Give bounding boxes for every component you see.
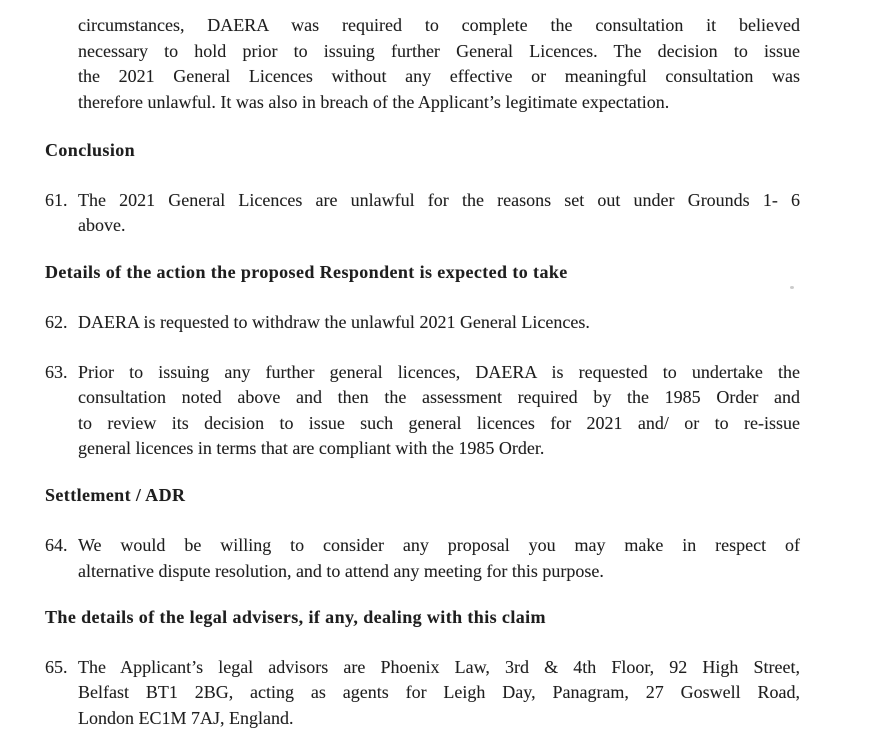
paragraph-line: consultation noted above and then the assessment required by the 1985 Order and [78,387,800,407]
numbered-paragraph-62 [45,310,800,336]
paragraph-line: alternative dispute resolution, and to attend any meeting for this purpose. [78,560,604,581]
paragraph-line: DAERA is requested to withdraw the unlawful 2021 General Licences. [78,312,590,332]
paragraph-line: The 2021 General Licences are unlawful for the reasons set out under Grounds 1- 6 [78,189,800,210]
paragraph-number: 65. [45,656,68,677]
continuation-paragraph [45,13,800,115]
paragraph-line: above. [78,215,126,235]
section-heading-conclusion: Conclusion [45,140,136,160]
numbered-paragraph-64 [45,533,800,584]
paragraph-line: We would be willing to consider any proposal you may make in respect of [78,535,800,555]
paragraph-number: 63. [45,361,68,382]
section-heading-settlement-adr: Settlement / ADR [45,484,186,505]
paragraph-line: London EC1M 7AJ, England. [78,707,294,728]
paragraph-line: the 2021 General Licences without any effective or meaningful consultation was [78,66,800,86]
scan-artifact [790,286,794,289]
numbered-paragraph-63 [45,360,800,462]
paragraph-line: general licences in terms that are compliant with the 1985 Order. [78,438,545,458]
paragraph-line: to review its decision to issue such general licences for 2021 and/ or to re-issue [78,412,800,433]
paragraph-line: therefore unlawful. It was also in breach of the Applicant’s legitimate expectation. [78,91,670,112]
section-heading-respondent-action: Details of the action the proposed Respondent is expected to take [45,261,568,282]
paragraph-line: circumstances, DAERA was required to complete the consultation it believed [78,15,800,35]
section-heading-legal-advisers: The details of the legal advisers, if any, dealing with this claim [45,607,546,627]
paragraph-line: necessary to hold prior to issuing further General Licences. The decision to issue [78,40,800,61]
numbered-paragraph-65 [45,655,800,732]
paragraph-number: 62. [45,312,68,332]
paragraph-number: 61. [45,189,68,210]
paragraph-line: The Applicant’s legal advisors are Phoenix Law, 3rd & 4th Floor, 92 High Street, [78,656,800,677]
paragraph-line: Prior to issuing any further general licences, DAERA is requested to undertake the [78,361,800,382]
numbered-paragraph-61 [45,188,800,239]
paragraph-line: Belfast BT1 2BG, acting as agents for Leigh Day, Panagram, 27 Goswell Road, [78,682,800,702]
paragraph-number: 64. [45,535,68,555]
